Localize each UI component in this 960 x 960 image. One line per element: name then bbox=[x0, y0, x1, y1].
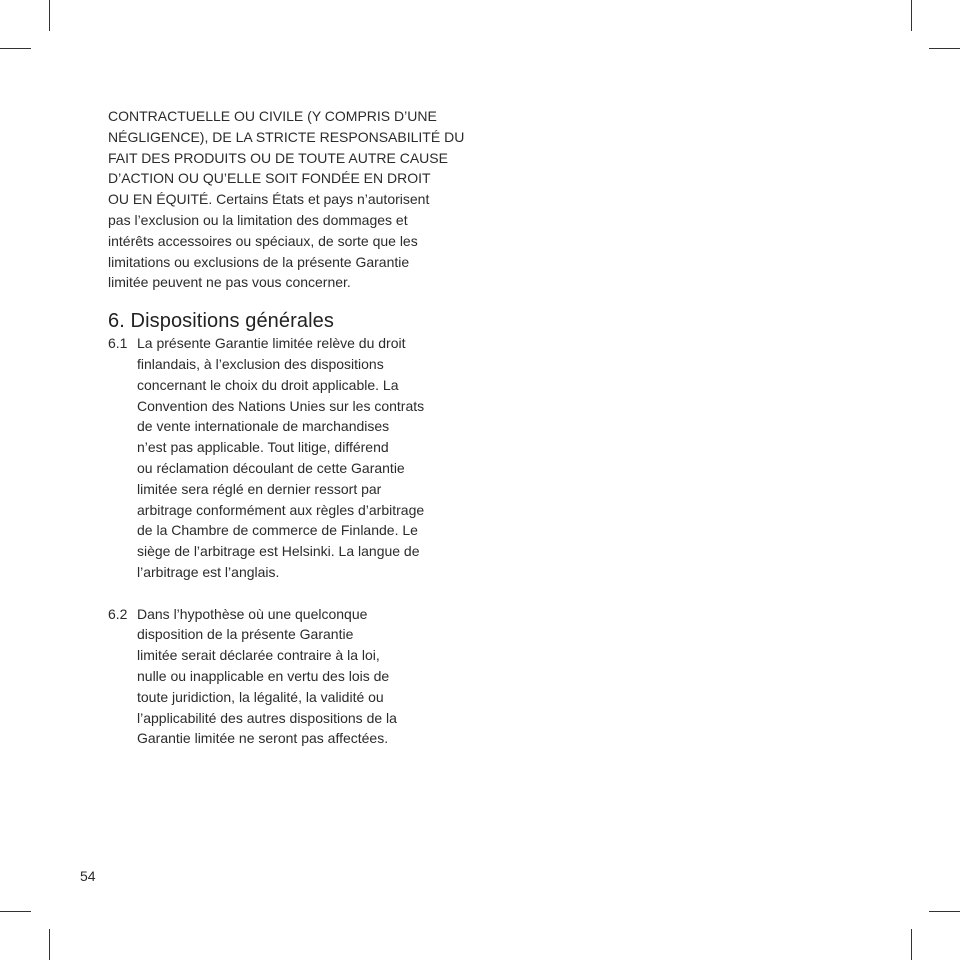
page-content bbox=[108, 106, 488, 749]
item-line: de la Chambre de commerce de Finlande. Le bbox=[137, 522, 418, 539]
item-line: siège de l’arbitrage est Helsinki. La langue de bbox=[137, 543, 420, 560]
item-line: arbitrage conformément aux règles d’arbitrage bbox=[137, 501, 425, 518]
item-line: toute juridiction, la légalité, la validité ou bbox=[137, 688, 384, 705]
intro-line: D’ACTION OU QU’ELLE SOIT FONDÉE EN DROIT bbox=[108, 170, 431, 187]
page-number: 54 bbox=[80, 868, 96, 884]
item-line: n’est pas applicable. Tout litige, différend bbox=[137, 439, 389, 456]
crop-mark-bottom-left-horizontal bbox=[0, 911, 31, 912]
item-line: Dans l’hypothèse où une quelconque bbox=[137, 605, 368, 622]
crop-mark-bottom-left-vertical bbox=[49, 929, 50, 960]
intro-line: CONTRACTUELLE OU CIVILE (Y COMPRIS D’UNE bbox=[108, 108, 437, 124]
item-line: de vente internationale de marchandises bbox=[137, 418, 390, 435]
intro-line: NÉGLIGENCE), DE LA STRICTE RESPONSABILITÉ DU bbox=[108, 128, 465, 145]
item-line: concernant le choix du droit applicable. La bbox=[137, 376, 399, 393]
section-item-6-1 bbox=[108, 333, 488, 583]
intro-line: limitée peuvent ne pas vous concerner. bbox=[108, 274, 351, 291]
item-line: La présente Garantie limitée relève du droit bbox=[137, 335, 406, 352]
item-line: limitée sera réglé en dernier ressort par bbox=[137, 480, 382, 497]
item-number: 6.2 bbox=[108, 605, 128, 622]
item-line: Convention des Nations Unies sur les contrats bbox=[137, 397, 425, 414]
item-number: 6.1 bbox=[108, 335, 128, 352]
item-line: Garantie limitée ne seront pas affectées. bbox=[137, 730, 389, 747]
intro-line: FAIT DES PRODUITS OU DE TOUTE AUTRE CAUSE bbox=[108, 149, 448, 166]
item-line: limitée serait déclarée contraire à la loi, bbox=[137, 647, 380, 664]
intro-line: intérêts accessoires ou spéciaux, de sorte que les bbox=[108, 232, 418, 249]
item-text bbox=[137, 333, 488, 583]
crop-mark-top-right-horizontal bbox=[929, 48, 960, 49]
item-line: l’arbitrage est l’anglais. bbox=[137, 563, 280, 580]
crop-mark-top-left-horizontal bbox=[0, 48, 31, 49]
intro-line: OU EN ÉQUITÉ. Certains États et pays n’autorisent bbox=[108, 191, 430, 208]
section-heading: 6. Dispositions générales bbox=[108, 310, 334, 333]
crop-mark-bottom-right-vertical bbox=[911, 929, 912, 960]
intro-line: limitations ou exclusions de la présente Garantie bbox=[108, 253, 410, 270]
item-line: nulle ou inapplicable en vertu des lois de bbox=[137, 667, 390, 684]
item-text bbox=[137, 604, 488, 750]
item-line: finlandais, à l’exclusion des dispositions bbox=[137, 355, 384, 372]
section-item-6-2 bbox=[108, 604, 488, 750]
intro-line: pas l’exclusion ou la limitation des dommages et bbox=[108, 211, 408, 228]
item-line: l’applicabilité des autres dispositions de la bbox=[137, 709, 397, 726]
crop-mark-bottom-right-horizontal bbox=[929, 911, 960, 912]
intro-paragraph bbox=[108, 106, 488, 293]
item-line: disposition de la présente Garantie bbox=[137, 626, 354, 643]
crop-mark-top-right-vertical bbox=[911, 0, 912, 31]
item-line: ou réclamation découlant de cette Garantie bbox=[137, 459, 405, 476]
crop-mark-top-left-vertical bbox=[49, 0, 50, 31]
